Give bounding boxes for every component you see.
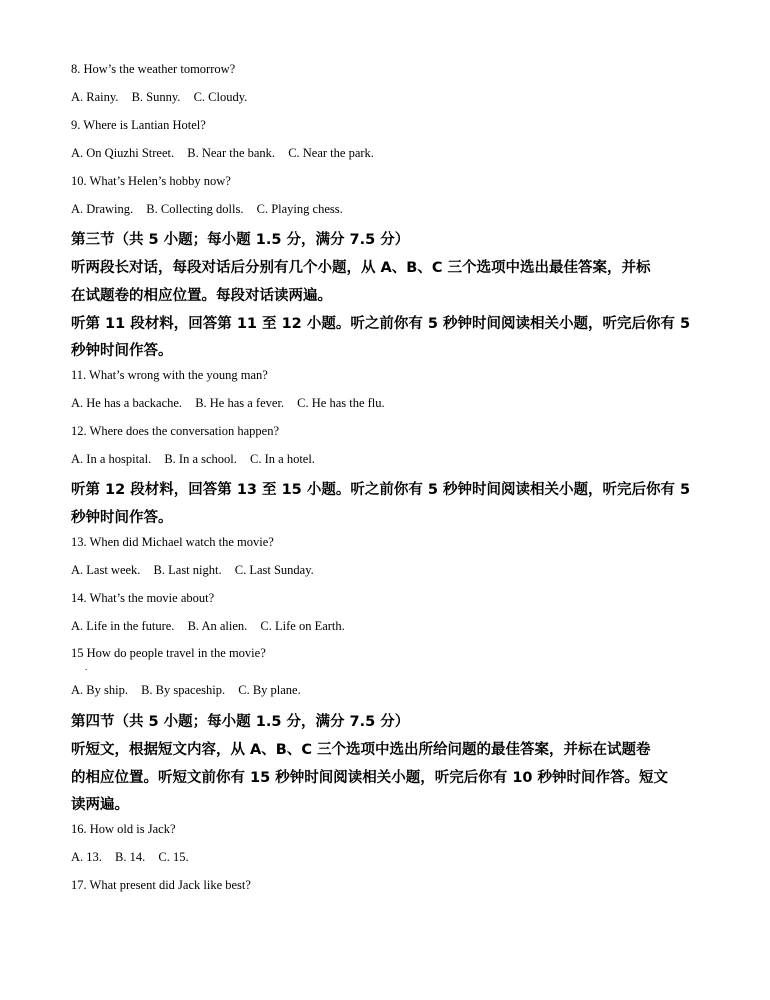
option-10a: A. Drawing. — [71, 202, 134, 216]
option-13b: B. Last night. — [153, 563, 222, 577]
option-16c: C. 15. — [158, 850, 189, 864]
option-14a: A. Life in the future. — [71, 619, 175, 633]
question-16: 16. How old is Jack? — [71, 822, 176, 836]
section-3-heading: 第三节（共 5 小题；每小题 1.5 分，满分 7.5 分） — [71, 232, 410, 248]
options-13 — [71, 563, 314, 578]
option-13c: C. Last Sunday. — [234, 563, 314, 577]
question-14: 14. What’s the movie about? — [71, 591, 215, 605]
option-11c: C. He has the flu. — [297, 396, 385, 410]
option-12b: B. In a school. — [164, 452, 237, 466]
option-14b: B. An alien. — [187, 619, 248, 633]
question-8: 8. How’s the weather tomorrow? — [71, 62, 236, 76]
section-4-instruction-line-3: 读两遍。 — [71, 797, 129, 813]
option-8a: A. Rainy. — [71, 90, 119, 104]
option-12c: C. In a hotel. — [250, 452, 315, 466]
option-11a: A. He has a backache. — [71, 396, 183, 410]
question-17: 17. What present did Jack like best? — [71, 878, 251, 892]
options-15 — [71, 683, 301, 698]
option-10b: B. Collecting dolls. — [146, 202, 244, 216]
question-13: 13. When did Michael watch the movie? — [71, 535, 274, 549]
option-16b: B. 14. — [115, 850, 146, 864]
question-10: 10. What’s Helen’s hobby now? — [71, 174, 231, 188]
stray-dot: . — [85, 662, 88, 672]
material-12-line-2: 秒钟时间作答。 — [71, 510, 173, 526]
question-11: 11. What’s wrong with the young man? — [71, 368, 268, 382]
material-11-line-1: 听第 11 段材料，回答第 11 至 12 小题。听之前你有 5 秒钟时间阅读相关小题，听完后你有 5 — [71, 316, 691, 332]
material-12-line-1: 听第 12 段材料，回答第 13 至 15 小题。听之前你有 5 秒钟时间阅读相关小题，听完后你有 5 — [71, 482, 691, 498]
options-12 — [71, 452, 315, 467]
option-15a: A. By ship. — [71, 683, 128, 697]
option-9c: C. Near the park. — [288, 146, 374, 160]
option-13a: A. Last week. — [71, 563, 141, 577]
option-9a: A. On Qiuzhi Street. — [71, 146, 175, 160]
option-16a: A. 13. — [71, 850, 102, 864]
options-8 — [71, 90, 247, 105]
option-9b: B. Near the bank. — [187, 146, 276, 160]
options-10 — [71, 202, 343, 217]
options-16 — [71, 850, 189, 865]
option-15b: B. By spaceship. — [141, 683, 226, 697]
option-8c: C. Cloudy. — [193, 90, 248, 104]
option-12a: A. In a hospital. — [71, 452, 152, 466]
options-9 — [71, 146, 374, 161]
section-3-instruction-line-2: 在试题卷的相应位置。每段对话读两遍。 — [71, 288, 332, 304]
options-11 — [71, 396, 385, 411]
section-4-heading: 第四节（共 5 小题；每小题 1.5 分，满分 7.5 分） — [71, 714, 410, 730]
option-8b: B. Sunny. — [131, 90, 181, 104]
options-14 — [71, 619, 345, 634]
section-4-instruction-line-2: 的相应位置。听短文前你有 15 秒钟时间阅读相关小题，听完后你有 10 秒钟时间作答。短文 — [71, 770, 669, 786]
material-11-line-2: 秒钟时间作答。 — [71, 343, 173, 359]
section-3-instruction-line-1: 听两段长对话，每段对话后分别有几个小题，从 A、B、C 三个选项中选出最佳答案，并标 — [71, 260, 651, 276]
option-15c: C. By plane. — [238, 683, 301, 697]
question-15: 15 How do people travel in the movie? — [71, 646, 266, 660]
option-11b: B. He has a fever. — [195, 396, 285, 410]
option-14c: C. Life on Earth. — [260, 619, 345, 633]
section-4-instruction-line-1: 听短文，根据短文内容，从 A、B、C 三个选项中选出所给问题的最佳答案，并标在试题卷 — [71, 742, 651, 758]
question-9: 9. Where is Lantian Hotel? — [71, 118, 206, 132]
question-12: 12. Where does the conversation happen? — [71, 424, 280, 438]
option-10c: C. Playing chess. — [256, 202, 343, 216]
